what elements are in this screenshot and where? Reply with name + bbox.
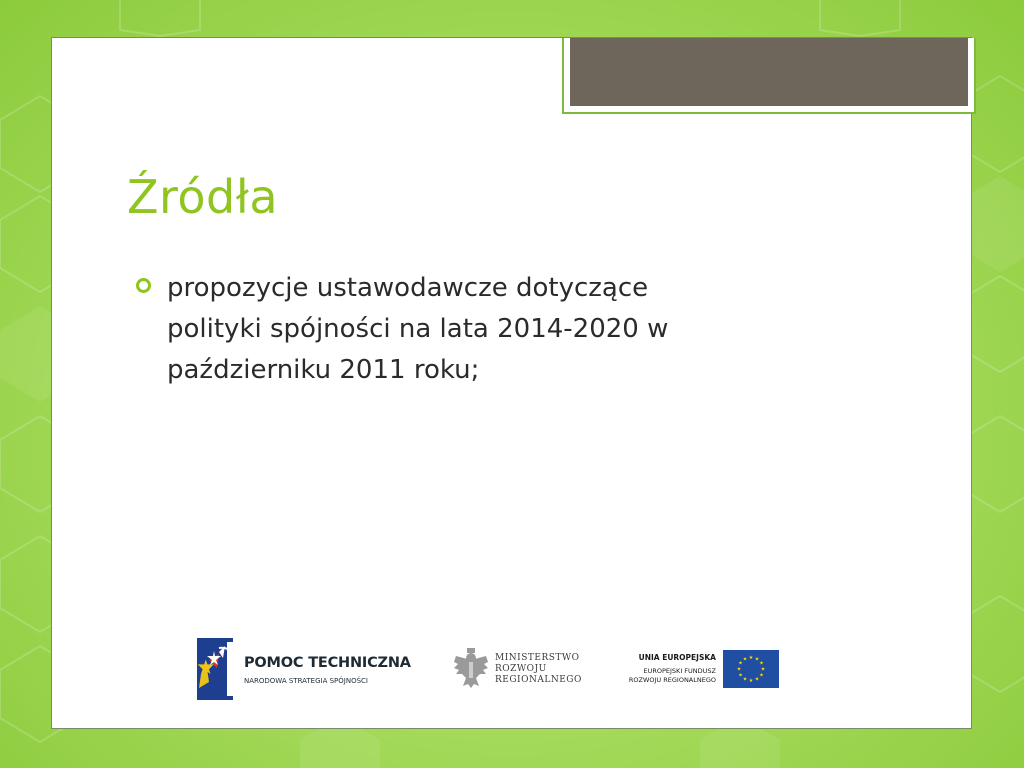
svg-text:★: ★ [738,672,743,679]
svg-text:★: ★ [736,666,742,673]
svg-text:★: ★ [754,676,760,683]
nss-star-logo-icon [197,638,241,700]
bullet-text: propozycje ustawodawcze dotyczące polityki spójności na lata 2014-2020 w październiku 2011 roku; [167,273,669,385]
ministerstwo-logo [452,648,592,690]
header-bar [570,38,968,106]
svg-text:★: ★ [748,678,754,684]
ue-line1: UNIA EUROPEJSKA [638,653,716,662]
ministerstwo-line1: MINISTERSTWO [495,653,580,663]
ue-line3: ROZWOJU REGIONALNEGO [628,676,716,684]
ministerstwo-line2: ROZWOJU [495,664,547,674]
header-tab [562,38,976,114]
slide-title: Źródła [127,170,279,224]
eu-flag-icon [723,650,779,688]
pomoc-techniczna-subtitle: NARODOWA STRATEGIA SPÓJNOŚCI [244,677,368,685]
polish-eagle-icon [452,648,490,688]
svg-text:★: ★ [759,672,764,679]
svg-text:★: ★ [760,666,766,673]
unia-europejska-logo [612,649,782,689]
bullet-item [136,268,836,391]
svg-text:★: ★ [754,656,760,663]
svg-text:★: ★ [748,655,754,661]
ring-bullet-icon [136,278,151,293]
bullet-list [136,268,836,391]
ministerstwo-line3: REGIONALNEGO [495,675,582,685]
pomoc-techniczna-title: POMOC TECHNICZNA [244,655,411,671]
svg-text:★: ★ [742,676,748,683]
svg-text:★: ★ [742,656,748,663]
ue-line2: EUROPEJSKI FUNDUSZ [643,667,716,675]
pomoc-techniczna-logo [197,638,412,700]
svg-text:★: ★ [738,660,743,667]
svg-text:★: ★ [759,660,764,667]
